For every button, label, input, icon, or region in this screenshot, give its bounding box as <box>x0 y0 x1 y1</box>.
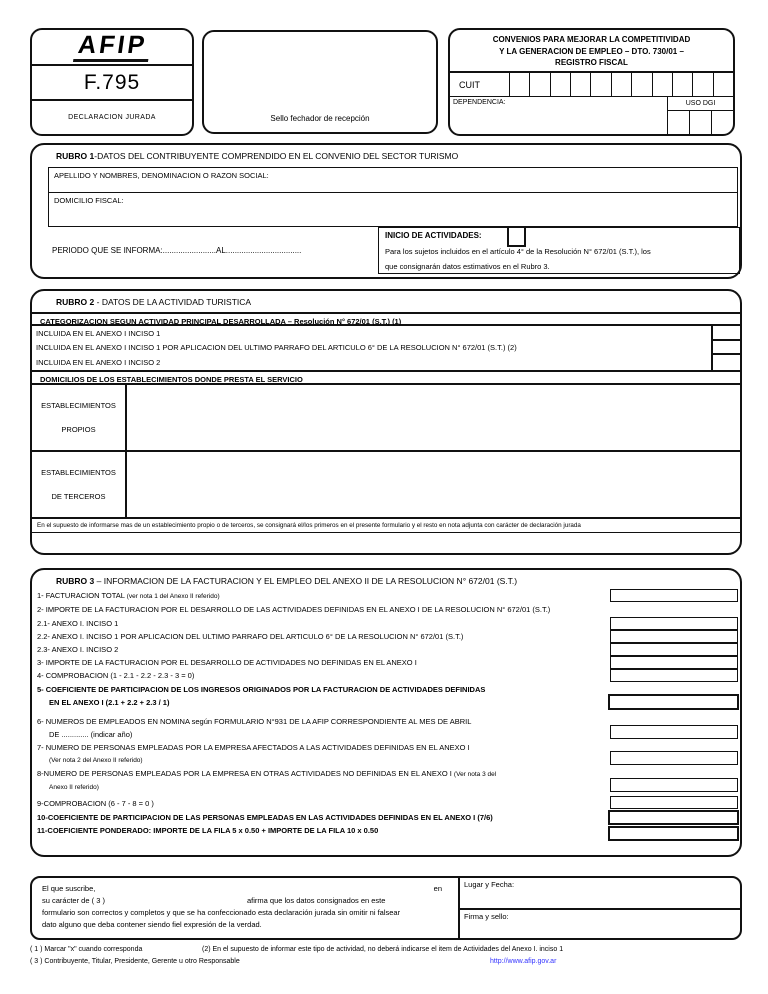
signature-section <box>30 876 742 940</box>
rubro1-title <box>56 151 458 161</box>
cuit-digit-cell[interactable] <box>693 73 713 96</box>
cuit-digit-cell[interactable] <box>673 73 693 96</box>
uso-dgi-cell[interactable] <box>689 111 711 134</box>
declaration-line2-afirma: afirma que los datos consignados en este <box>247 896 386 906</box>
importe-anexo1-inciso1-field[interactable] <box>610 617 738 630</box>
apellido-razon-social-field[interactable] <box>48 167 738 193</box>
cuit-digit-cell[interactable] <box>530 73 550 96</box>
declaration-text <box>32 878 458 938</box>
categoria-anexo1-inciso1-label: INCLUIDA EN EL ANEXO I INCISO 1 <box>36 328 161 338</box>
importe-anexo1-inciso2-field[interactable] <box>610 643 738 656</box>
dependencia-row <box>450 96 733 134</box>
establecimientos-propios-field[interactable] <box>127 385 740 450</box>
empleados-nomina-field[interactable] <box>610 725 738 739</box>
cuit-digit-cell[interactable] <box>632 73 652 96</box>
cuit-label: CUIT <box>450 73 510 96</box>
rubro3-row-2: 2- IMPORTE DE LA FACTURACION POR EL DESARROLLO DE LAS ACTIVIDADES DEFINIDAS EN EL ANEXO I DE LA RESOLUCION N° 672/01 (S.T.) <box>37 605 551 614</box>
rubro1-section <box>30 143 742 279</box>
footnotes <box>30 946 742 965</box>
rubro2-section <box>30 289 742 555</box>
establecimientos-terceros-label <box>32 452 127 517</box>
cuit-row <box>450 71 733 96</box>
inicio-note-line2: que consignarán datos estimativos en el Rubro 3. <box>385 261 550 271</box>
rubro3-row-2-1: 2.1- ANEXO I. INCISO 1 <box>37 619 119 628</box>
domicilio-fiscal-label: DOMICILIO FISCAL: <box>54 196 124 205</box>
stamp-label: Sello fechador de recepción <box>270 114 370 123</box>
rubro3-row-3: 3- IMPORTE DE LA FACTURACION POR EL DESARROLLO DE ACTIVIDADES NO DEFINIDAS EN EL ANEXO I <box>37 658 417 667</box>
form-type-label: DECLARACION JURADA <box>68 114 156 121</box>
declaration-line4: dato alguno que deba contener siendo fiel expresión de la verdad. <box>42 920 262 930</box>
apellido-razon-social-label: APELLIDO Y NOMBRES, DENOMINACION O RAZON SOCIAL: <box>54 171 269 180</box>
uso-dgi-label: USO DGI <box>668 97 733 111</box>
reception-stamp-box <box>202 30 438 134</box>
rubro2-title-text: - DATOS DE LA ACTIVIDAD TURISTICA <box>94 297 252 307</box>
afip-logo: AFIP <box>72 33 151 62</box>
categorizacion-header: CATEGORIZACION SEGUN ACTIVIDAD PRINCIPAL DESARROLLADA – Resolución N° 672/01 (S.T.) (1) <box>32 312 740 326</box>
declaration-line1-en: en <box>433 884 442 893</box>
dependencia-field[interactable]: DEPENDENCIA: <box>453 99 506 106</box>
comprobacion-facturacion-field[interactable] <box>610 669 738 682</box>
declaration-line2-caracter: su carácter de ( 3 ) <box>42 896 105 906</box>
form-title <box>450 30 733 71</box>
rubro3-row-8: 8-NUMERO DE PERSONAS EMPLEADAS POR LA EMPRESA EN OTRAS ACTIVIDADES NO DEFINIDAS EN EL ANEXO I (Ver nota 3 del Anexo II referido) <box>37 769 497 791</box>
coeficiente-ingresos-field[interactable] <box>608 694 739 710</box>
cuit-digit-cell[interactable] <box>653 73 673 96</box>
terceros-label-line1: ESTABLECIMIENTOS <box>41 468 116 477</box>
uso-dgi-cells <box>668 111 733 134</box>
form-title-line3: REGISTRO FISCAL <box>555 58 628 68</box>
terceros-label-line2: DE TERCEROS <box>51 492 106 501</box>
comprobacion-empleo-field[interactable] <box>610 796 738 809</box>
inicio-actividades-box <box>378 227 740 274</box>
cuit-digit-cell[interactable] <box>714 73 733 96</box>
form-title-line2: Y LA GENERACION DE EMPLEO – DTO. 730/01 – <box>499 46 684 56</box>
form-title-line1: CONVENIOS PARA MEJORAR LA COMPETITIVIDAD <box>492 35 691 44</box>
cuit-digit-cell[interactable] <box>612 73 632 96</box>
form-title-box <box>448 28 735 136</box>
propios-label-line1: ESTABLECIMIENTOS <box>41 401 116 410</box>
coeficiente-ponderado-field[interactable] <box>608 826 739 841</box>
footnote-2: (2) En el supuesto de informar este tipo de actividad, no deberá indicarse el item de Actividades del Anexo I. inciso 1 <box>202 946 564 953</box>
anexo1-inciso1-checkbox[interactable] <box>713 326 740 341</box>
establecimientos-propios-label <box>32 385 127 450</box>
rubro3-row-1: 1- FACTURACION TOTAL (ver nota 1 del Anexo II referido) <box>37 591 220 600</box>
rubro3-row-10: 10-COEFICIENTE DE PARTICIPACION DE LAS PERSONAS EMPLEADAS EN LAS ACTIVIDADES DEFINIDAS EN EL ANEXO I (7/6) <box>37 813 493 822</box>
rubro3-row-11: 11-COEFICIENTE PONDERADO: IMPORTE DE LA FILA 5 x 0.50 + IMPORTE DE LA FILA 10 x 0.50 <box>37 826 379 835</box>
coeficiente-personas-field[interactable] <box>608 810 739 825</box>
rubro3-row-2-2: 2.2- ANEXO I. INCISO 1 POR APLICACION DEL ULTIMO PARRAFO DEL ARTICULO 6° DE LA RESOLUCION N° 672/01 (S.T.) <box>37 632 464 641</box>
uso-dgi-cell[interactable] <box>711 111 733 134</box>
anexo1-inciso1-ultimo-parrafo-checkbox[interactable] <box>713 341 740 356</box>
rubro3-row-4: 4- COMPROBACION (1 - 2.1 - 2.2 - 2.3 - 3 = 0) <box>37 671 195 680</box>
inicio-actividades-note <box>385 245 735 274</box>
inicio-actividades-checkbox[interactable] <box>507 226 526 247</box>
uso-dgi-column <box>667 97 733 134</box>
rubro3-row-6: 6- NUMEROS DE EMPLEADOS EN NOMINA según FORMULARIO N°931 DE LA AFIP CORRESPONDIENTE AL MES DE ABRIL DE ............. (indicar año) <box>37 717 472 739</box>
importe-anexo1-inciso1-ultimo-parrafo-field[interactable] <box>610 630 738 643</box>
rubro2-note: En el supuesto de informarse mas de un establecimiento propio o de terceros, se consignará el/los primeros en el presente formulario y el resto en nota adjunta con carácter de declaración jurada <box>32 519 740 533</box>
establecimientos-propios-row <box>32 385 740 452</box>
personas-actividades-anexo1-field[interactable] <box>610 751 738 765</box>
form-number: F.795 <box>32 66 192 101</box>
rubro1-title-number: RUBRO 1 <box>56 151 95 161</box>
inicio-note-line1: Para los sujetos incluidos en el artículo 4° de la Resolución N° 672/01 (S.T.), los <box>385 247 651 256</box>
categoria-anexo1-inciso1-ultimo-parrafo-label: INCLUIDA EN EL ANEXO I INCISO 1 POR APLICACION DEL ULTIMO PARRAFO DEL ARTICULO 6° DE LA RESOLUCION N° 672/01 (S.T.) (2) <box>36 343 517 353</box>
footnote-3: ( 3 ) Contribuyente, Titular, Presidente, Gerente u otro Responsable <box>30 958 240 965</box>
firma-sello-field[interactable]: Firma y sello: <box>464 912 509 921</box>
rubro3-row-2-3: 2.3- ANEXO I. INCISO 2 <box>37 645 119 654</box>
form-id-box <box>30 28 194 136</box>
importe-no-definidas-field[interactable] <box>610 656 738 669</box>
rubro1-title-text: -DATOS DEL CONTRIBUYENTE COMPRENDIDO EN EL CONVENIO DEL SECTOR TURISMO <box>94 151 459 161</box>
domicilios-header: DOMICILIOS DE LOS ESTABLECIMIENTOS DONDE PRESTA EL SERVICIO <box>32 370 740 385</box>
afip-website-link[interactable]: http://www.afip.gov.ar <box>490 958 557 965</box>
rubro2-title <box>56 297 251 307</box>
establecimientos-terceros-row <box>32 452 740 519</box>
categoria-checkbox-column <box>711 326 740 370</box>
uso-dgi-cell[interactable] <box>668 111 689 134</box>
rubro3-title-number: RUBRO 3 <box>56 576 95 586</box>
rubro3-row-5: 5- COEFICIENTE DE PARTICIPACION DE LOS INGRESOS ORIGINADOS POR LA FACTURACION DE ACTIVIDADES DEFINIDAS EN EL ANEXO I (2.1 + 2.2 + 2.3 / 1) <box>37 685 486 707</box>
categorias-rows <box>32 326 740 370</box>
inicio-actividades-label: INICIO DE ACTIVIDADES: <box>385 231 482 240</box>
rubro2-title-number: RUBRO 2 <box>56 297 95 307</box>
rubro3-row-9: 9-COMPROBACION (6 - 7 - 8 = 0 ) <box>37 799 154 808</box>
signature-right-column <box>458 878 740 938</box>
cuit-digit-cell[interactable] <box>571 73 591 96</box>
rubro3-section <box>30 568 742 857</box>
rubro3-title <box>56 576 517 586</box>
domicilio-fiscal-field[interactable] <box>48 193 738 227</box>
cuit-digit-cell[interactable] <box>510 73 530 96</box>
cuit-digit-cell[interactable] <box>591 73 611 96</box>
categoria-anexo1-inciso2-label: INCLUIDA EN EL ANEXO I INCISO 2 <box>36 357 161 367</box>
cuit-digit-cell[interactable] <box>551 73 571 96</box>
rubro3-title-text: – INFORMACION DE LA FACTURACION Y EL EMPLEO DEL ANEXO II DE LA RESOLUCION N° 672/01 (S.T.) <box>94 576 518 586</box>
rubro3-row-7: 7- NUMERO DE PERSONAS EMPLEADAS POR LA EMPRESA AFECTADOS A LAS ACTIVIDADES DEFINIDAS EN EL ANEXO I (Ver nota 2 del Anexo II referido) <box>37 743 470 764</box>
personas-otras-actividades-field[interactable] <box>610 778 738 792</box>
establecimientos-table <box>32 385 740 519</box>
propios-label-line2: PROPIOS <box>61 425 96 434</box>
declaration-line3: formulario son correctos y completos y que se ha confeccionado esta declaración jurada sin omitir ni falsear <box>42 908 401 918</box>
periodo-informado-field[interactable]: PERIODO QUE SE INFORMA:........................AL.................................. <box>52 246 302 255</box>
facturacion-total-field[interactable] <box>610 589 738 602</box>
footnote-1: ( 1 ) Marcar "x" cuando corresponda <box>30 946 143 953</box>
anexo1-inciso2-checkbox[interactable] <box>713 355 740 370</box>
lugar-fecha-field[interactable]: Lugar y Fecha: <box>460 878 740 910</box>
establecimientos-terceros-field[interactable] <box>127 452 740 517</box>
afip-logo-row <box>32 30 192 66</box>
declaration-line1: El que suscribe, <box>42 884 96 893</box>
